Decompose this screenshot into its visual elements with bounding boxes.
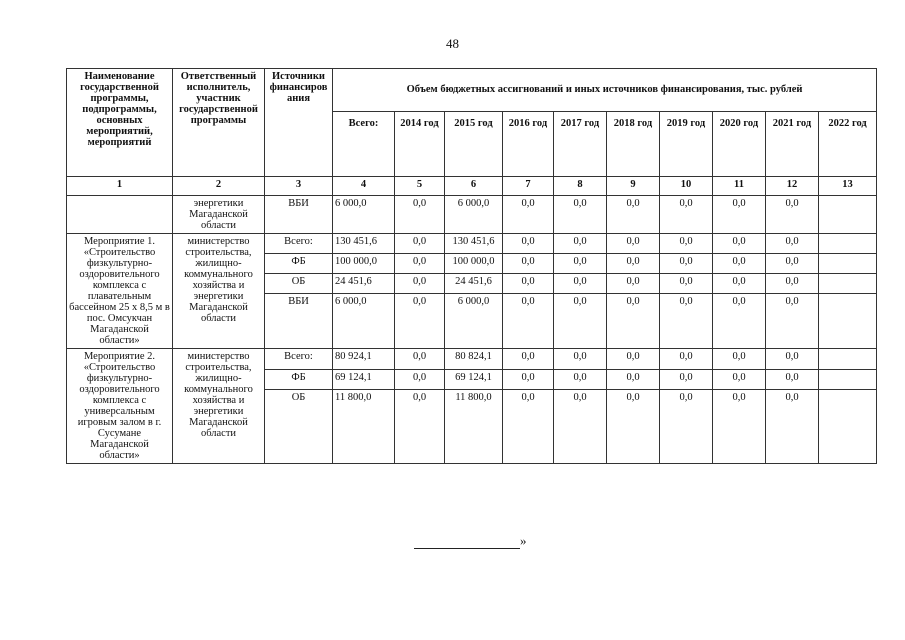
cell-value: 0,0 bbox=[660, 273, 713, 293]
header-year: 2017 год bbox=[554, 112, 607, 177]
cell-value: 0,0 bbox=[503, 273, 554, 293]
cell-value: 0,0 bbox=[713, 389, 766, 464]
cell-value: 0,0 bbox=[503, 253, 554, 273]
cell-value: 0,0 bbox=[607, 369, 660, 389]
cell-value: 100 000,0 bbox=[445, 253, 503, 273]
header-year: 2014 год bbox=[395, 112, 445, 177]
cell-value bbox=[819, 349, 877, 369]
cell-value: 0,0 bbox=[395, 349, 445, 369]
cell-source: ФБ bbox=[265, 253, 333, 273]
cell-value: 11 800,0 bbox=[445, 389, 503, 464]
column-number: 9 bbox=[607, 177, 660, 196]
budget-table bbox=[66, 68, 877, 464]
column-number: 1 bbox=[67, 177, 173, 196]
cell-value: 0,0 bbox=[554, 369, 607, 389]
cell-value: 6 000,0 bbox=[333, 293, 395, 348]
cell-value: 0,0 bbox=[713, 369, 766, 389]
cell-value: 24 451,6 bbox=[445, 273, 503, 293]
cell-value: 0,0 bbox=[395, 293, 445, 348]
table-row bbox=[67, 196, 877, 234]
cell-value: 6 000,0 bbox=[445, 293, 503, 348]
cell-value: 0,0 bbox=[607, 196, 660, 234]
cell-value: 0,0 bbox=[607, 273, 660, 293]
column-number: 11 bbox=[713, 177, 766, 196]
cell-value bbox=[819, 369, 877, 389]
cell-value: 0,0 bbox=[607, 293, 660, 348]
cell-value: 0,0 bbox=[660, 369, 713, 389]
cell-executor: министерство строительства, жилищно-коммунального хозяйства и энергетики Магаданской области bbox=[173, 349, 265, 464]
column-number: 6 bbox=[445, 177, 503, 196]
cell-value: 11 800,0 bbox=[333, 389, 395, 464]
cell-value: 0,0 bbox=[554, 234, 607, 254]
cell-source: Всего: bbox=[265, 349, 333, 369]
cell-value: 0,0 bbox=[660, 196, 713, 234]
cell-value: 0,0 bbox=[713, 293, 766, 348]
cell-value bbox=[819, 273, 877, 293]
cell-value: 80 824,1 bbox=[445, 349, 503, 369]
header-executor: Ответственный исполнитель, участник государственной программы bbox=[173, 69, 265, 177]
cell-value bbox=[819, 253, 877, 273]
cell-value bbox=[819, 196, 877, 234]
cell-value: 0,0 bbox=[713, 273, 766, 293]
cell-value: 0,0 bbox=[554, 293, 607, 348]
cell-value: 0,0 bbox=[503, 293, 554, 348]
cell-name-empty bbox=[67, 196, 173, 234]
cell-value: 0,0 bbox=[713, 234, 766, 254]
table-row bbox=[67, 349, 877, 369]
cell-value: 0,0 bbox=[395, 253, 445, 273]
header-year: 2016 год bbox=[503, 112, 554, 177]
cell-source: Всего: bbox=[265, 234, 333, 254]
cell-value bbox=[819, 389, 877, 464]
cell-value: 0,0 bbox=[766, 253, 819, 273]
cell-value: 6 000,0 bbox=[333, 196, 395, 234]
cell-value: 0,0 bbox=[660, 349, 713, 369]
cell-value: 0,0 bbox=[503, 349, 554, 369]
header-funding: Объем бюджетных ассигнований и иных источников финансирования, тыс. рублей bbox=[333, 69, 877, 112]
cell-value: 0,0 bbox=[766, 293, 819, 348]
cell-value: 0,0 bbox=[503, 389, 554, 464]
column-number: 8 bbox=[554, 177, 607, 196]
cell-value: 24 451,6 bbox=[333, 273, 395, 293]
cell-value: 6 000,0 bbox=[445, 196, 503, 234]
cell-value bbox=[819, 234, 877, 254]
cell-value: 0,0 bbox=[395, 369, 445, 389]
header-year: 2019 год bbox=[660, 112, 713, 177]
cell-value: 0,0 bbox=[766, 234, 819, 254]
cell-value: 0,0 bbox=[713, 253, 766, 273]
header-year: 2020 год bbox=[713, 112, 766, 177]
header-year: 2018 год bbox=[607, 112, 660, 177]
table-row bbox=[67, 234, 877, 254]
cell-source: ОБ bbox=[265, 273, 333, 293]
cell-value: 100 000,0 bbox=[333, 253, 395, 273]
column-number: 2 bbox=[173, 177, 265, 196]
cell-value: 0,0 bbox=[395, 273, 445, 293]
column-number: 13 bbox=[819, 177, 877, 196]
header-year: 2021 год bbox=[766, 112, 819, 177]
cell-value: 80 924,1 bbox=[333, 349, 395, 369]
cell-value: 0,0 bbox=[503, 369, 554, 389]
cell-value: 0,0 bbox=[766, 389, 819, 464]
cell-source: ВБИ bbox=[265, 196, 333, 234]
column-number: 7 bbox=[503, 177, 554, 196]
cell-value: 0,0 bbox=[554, 196, 607, 234]
cell-value: 0,0 bbox=[607, 234, 660, 254]
cell-value: 0,0 bbox=[660, 389, 713, 464]
header-name: Наименование государственной программы, подпрограммы, основных мероприятий, мероприятий bbox=[67, 69, 173, 177]
cell-executor: энергетики Магаданской области bbox=[173, 196, 265, 234]
cell-value: 0,0 bbox=[607, 349, 660, 369]
cell-source: ВБИ bbox=[265, 293, 333, 348]
column-number: 4 bbox=[333, 177, 395, 196]
cell-value: 0,0 bbox=[554, 253, 607, 273]
header-year: 2015 год bbox=[445, 112, 503, 177]
cell-value: 0,0 bbox=[554, 273, 607, 293]
cell-value: 0,0 bbox=[503, 196, 554, 234]
column-number: 10 bbox=[660, 177, 713, 196]
cell-source: ФБ bbox=[265, 369, 333, 389]
header-source: Источники финансиров ания bbox=[265, 69, 333, 177]
cell-value: 0,0 bbox=[607, 253, 660, 273]
cell-value bbox=[819, 293, 877, 348]
page-number: 48 bbox=[446, 36, 459, 51]
cell-executor: министерство строительства, жилищно-коммунального хозяйства и энергетики Магаданской области bbox=[173, 234, 265, 349]
cell-value: 0,0 bbox=[766, 369, 819, 389]
cell-value: 0,0 bbox=[766, 273, 819, 293]
cell-activity-name: Мероприятие 2. «Строительство физкультурно-оздоровительного комплекса с универсальным игровым залом в г. Сусумане Магаданской области» bbox=[67, 349, 173, 464]
cell-value: 0,0 bbox=[713, 196, 766, 234]
column-number: 5 bbox=[395, 177, 445, 196]
column-number: 3 bbox=[265, 177, 333, 196]
cell-value: 0,0 bbox=[607, 389, 660, 464]
cell-value: 0,0 bbox=[766, 349, 819, 369]
cell-source: ОБ bbox=[265, 389, 333, 464]
closing-underline bbox=[414, 536, 520, 549]
header-year: 2022 год bbox=[819, 112, 877, 177]
cell-value: 0,0 bbox=[660, 293, 713, 348]
cell-value: 0,0 bbox=[395, 234, 445, 254]
cell-activity-name: Мероприятие 1. «Строительство физкультурно-оздоровительного комплекса с плавательным бассейном 25 х 8,5 м в пос. Омсукчан Магаданской области» bbox=[67, 234, 173, 349]
closing-mark bbox=[414, 533, 527, 549]
cell-value: 69 124,1 bbox=[445, 369, 503, 389]
column-number: 12 bbox=[766, 177, 819, 196]
cell-value: 0,0 bbox=[660, 253, 713, 273]
closing-quote: » bbox=[520, 533, 527, 548]
cell-value: 0,0 bbox=[554, 349, 607, 369]
cell-value: 130 451,6 bbox=[445, 234, 503, 254]
cell-value: 0,0 bbox=[554, 389, 607, 464]
cell-value: 0,0 bbox=[395, 389, 445, 464]
cell-value: 69 124,1 bbox=[333, 369, 395, 389]
column-numbers-row bbox=[67, 177, 877, 196]
header-total: Всего: bbox=[333, 112, 395, 177]
cell-value: 0,0 bbox=[766, 196, 819, 234]
cell-value: 0,0 bbox=[395, 196, 445, 234]
cell-value: 0,0 bbox=[503, 234, 554, 254]
cell-value: 0,0 bbox=[660, 234, 713, 254]
cell-value: 0,0 bbox=[713, 349, 766, 369]
cell-value: 130 451,6 bbox=[333, 234, 395, 254]
